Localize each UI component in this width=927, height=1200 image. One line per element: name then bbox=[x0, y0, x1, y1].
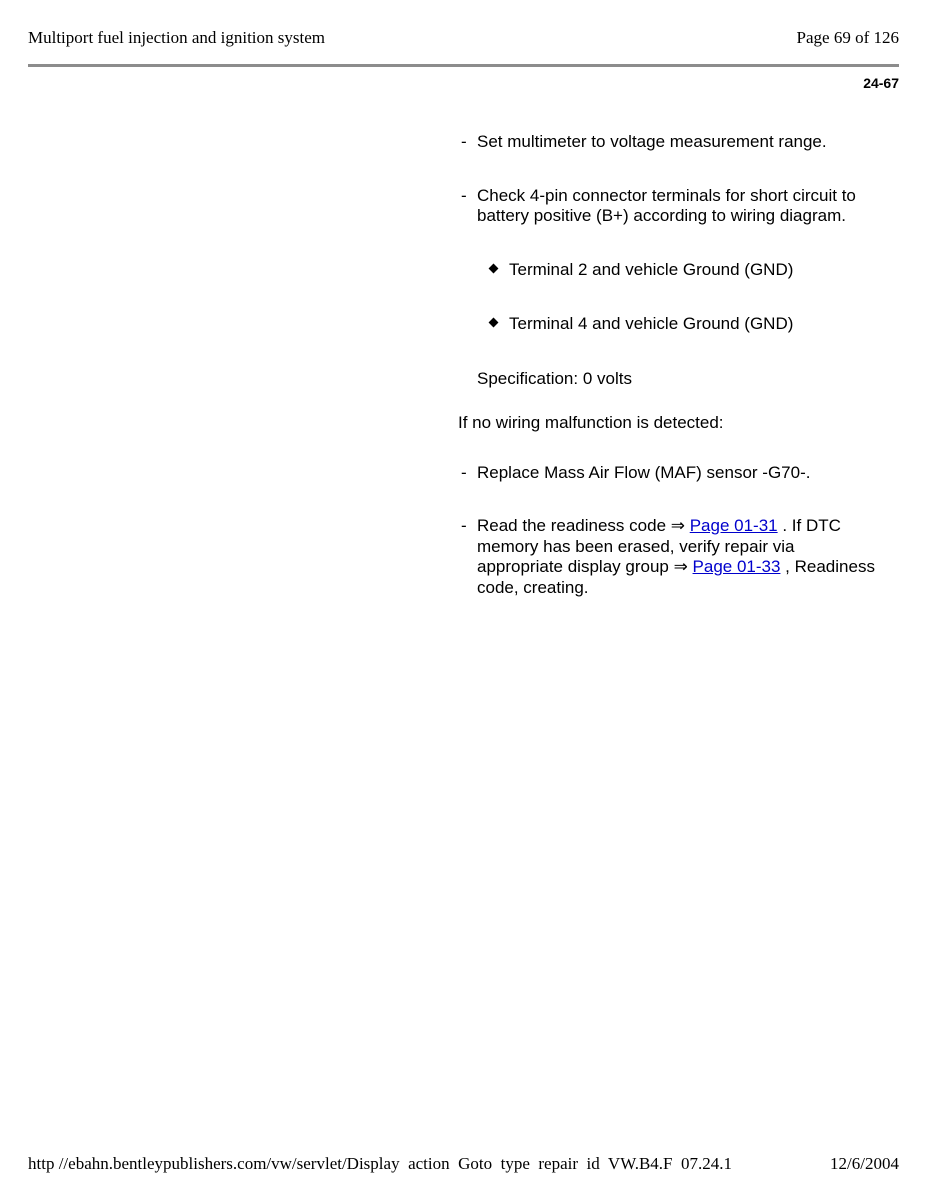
link-page-01-31[interactable]: Page 01-31 bbox=[689, 516, 778, 535]
bullet-terminal-2 bbox=[458, 260, 878, 281]
step-text-part2: . If DTC memory has been erased, verify repair via appropriate display group ⇒ bbox=[477, 516, 841, 576]
diamond-bullet-icon bbox=[489, 318, 499, 328]
step-text: Set multimeter to voltage measurement range. bbox=[477, 132, 827, 151]
step-text-part3: , Readiness code, creating. bbox=[477, 557, 875, 597]
dash-marker: - bbox=[461, 132, 467, 151]
link-page-01-33[interactable]: Page 01-33 bbox=[692, 557, 781, 576]
step-read-readiness bbox=[458, 516, 878, 598]
step-text-part1: Read the readiness code ⇒ bbox=[477, 516, 690, 535]
procedure-content bbox=[458, 132, 878, 631]
step-replace-maf bbox=[458, 463, 878, 484]
bullet-terminal-4 bbox=[458, 314, 878, 335]
step-text: Replace Mass Air Flow (MAF) sensor -G70-. bbox=[477, 462, 811, 482]
page-indicator: Page 69 of 126 bbox=[796, 28, 899, 47]
footer-date: 12/6/2004 bbox=[830, 1154, 899, 1173]
step-text: Check 4-pin connector terminals for short circuit to battery positive (B+) according to wiring diagram. bbox=[477, 185, 856, 225]
document-title: Multiport fuel injection and ignition system bbox=[28, 28, 325, 47]
specification: Specification: 0 volts bbox=[477, 368, 632, 388]
dash-marker: - bbox=[461, 462, 467, 482]
section-code: 24-67 bbox=[863, 75, 899, 91]
footer-url: http //ebahn.bentleypublishers.com/vw/servlet/Display action Goto type repair id VW.B4.F 07.24.1 bbox=[28, 1154, 732, 1173]
diamond-bullet-icon bbox=[489, 263, 499, 273]
bullet-text: Terminal 2 and vehicle Ground (GND) bbox=[509, 259, 794, 279]
bullet-text: Terminal 4 and vehicle Ground (GND) bbox=[509, 314, 794, 333]
dash-marker: - bbox=[461, 185, 467, 205]
step-check-connector bbox=[458, 186, 878, 227]
dash-marker: - bbox=[461, 516, 467, 535]
step-set-multimeter bbox=[458, 132, 878, 153]
condition-text: If no wiring malfunction is detected: bbox=[458, 413, 724, 432]
header-divider bbox=[28, 64, 899, 67]
